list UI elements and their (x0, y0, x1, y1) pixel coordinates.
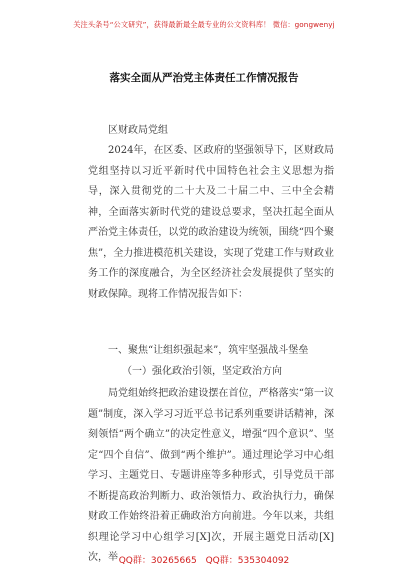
subsection-1-block (88, 384, 334, 569)
intro-paragraph: 2024年，在区委、区政府的坚强领导下，区财政局党组坚持以习近平新时代中国特色社会主义思想为指导，深入贯彻党的二十大及二十届二中、三中全会精神，全面落实新时代党的建设总要求，坚决扛起全面从严治党主体责任，以党的政治建设为统领，围绕“四个聚焦”，全力推进模范机关建设，实现了党建工作与财政业务工作的深度融合，为全区经济社会发展提供了坚实的财政保障。现将工作情况报告如下： (88, 145, 334, 300)
subsection-1-heading: （一）强化政治引领，坚定政治方向 (122, 366, 282, 377)
document-title: 落实全面从严治党主体责任工作情况报告 (109, 72, 299, 84)
promo-banner: 关注头条号“公文研究”，获得最新最全最专业的公文资料库！ 微信：gongwenyj (73, 20, 335, 29)
subsection-1-paragraph: 局党组始终把政治建设摆在首位，严格落实“第一议题”制度，深入学习习近平总书记系列重要讲话精神，深刻领悟“两个确立”的决定性意义，增强“四个意识”、坚定“四个自信”、做到“两个维护”。通过理论学习中心组学习、主题党日、专题讲座等多种形式，引导党员干部不断提高政治判断力、政治领悟力、政治执行力，确保财政工作始终沿着正确政治方向前进。今年以来，共组织理论学习中心组学习[X]次，开展主题党日活动[X]次，举 (88, 388, 334, 563)
section-1-heading: 一、聚焦“让组织强起来”，筑牢坚强战斗堡垒 (108, 345, 309, 356)
intro-block (88, 141, 334, 305)
qq-group-1: QQ群：30265665 (118, 556, 197, 566)
footer-qq-groups (0, 553, 408, 566)
qq-group-2: QQ群：535304092 (205, 556, 290, 566)
organization-name: 区财政局党组 (108, 125, 168, 136)
